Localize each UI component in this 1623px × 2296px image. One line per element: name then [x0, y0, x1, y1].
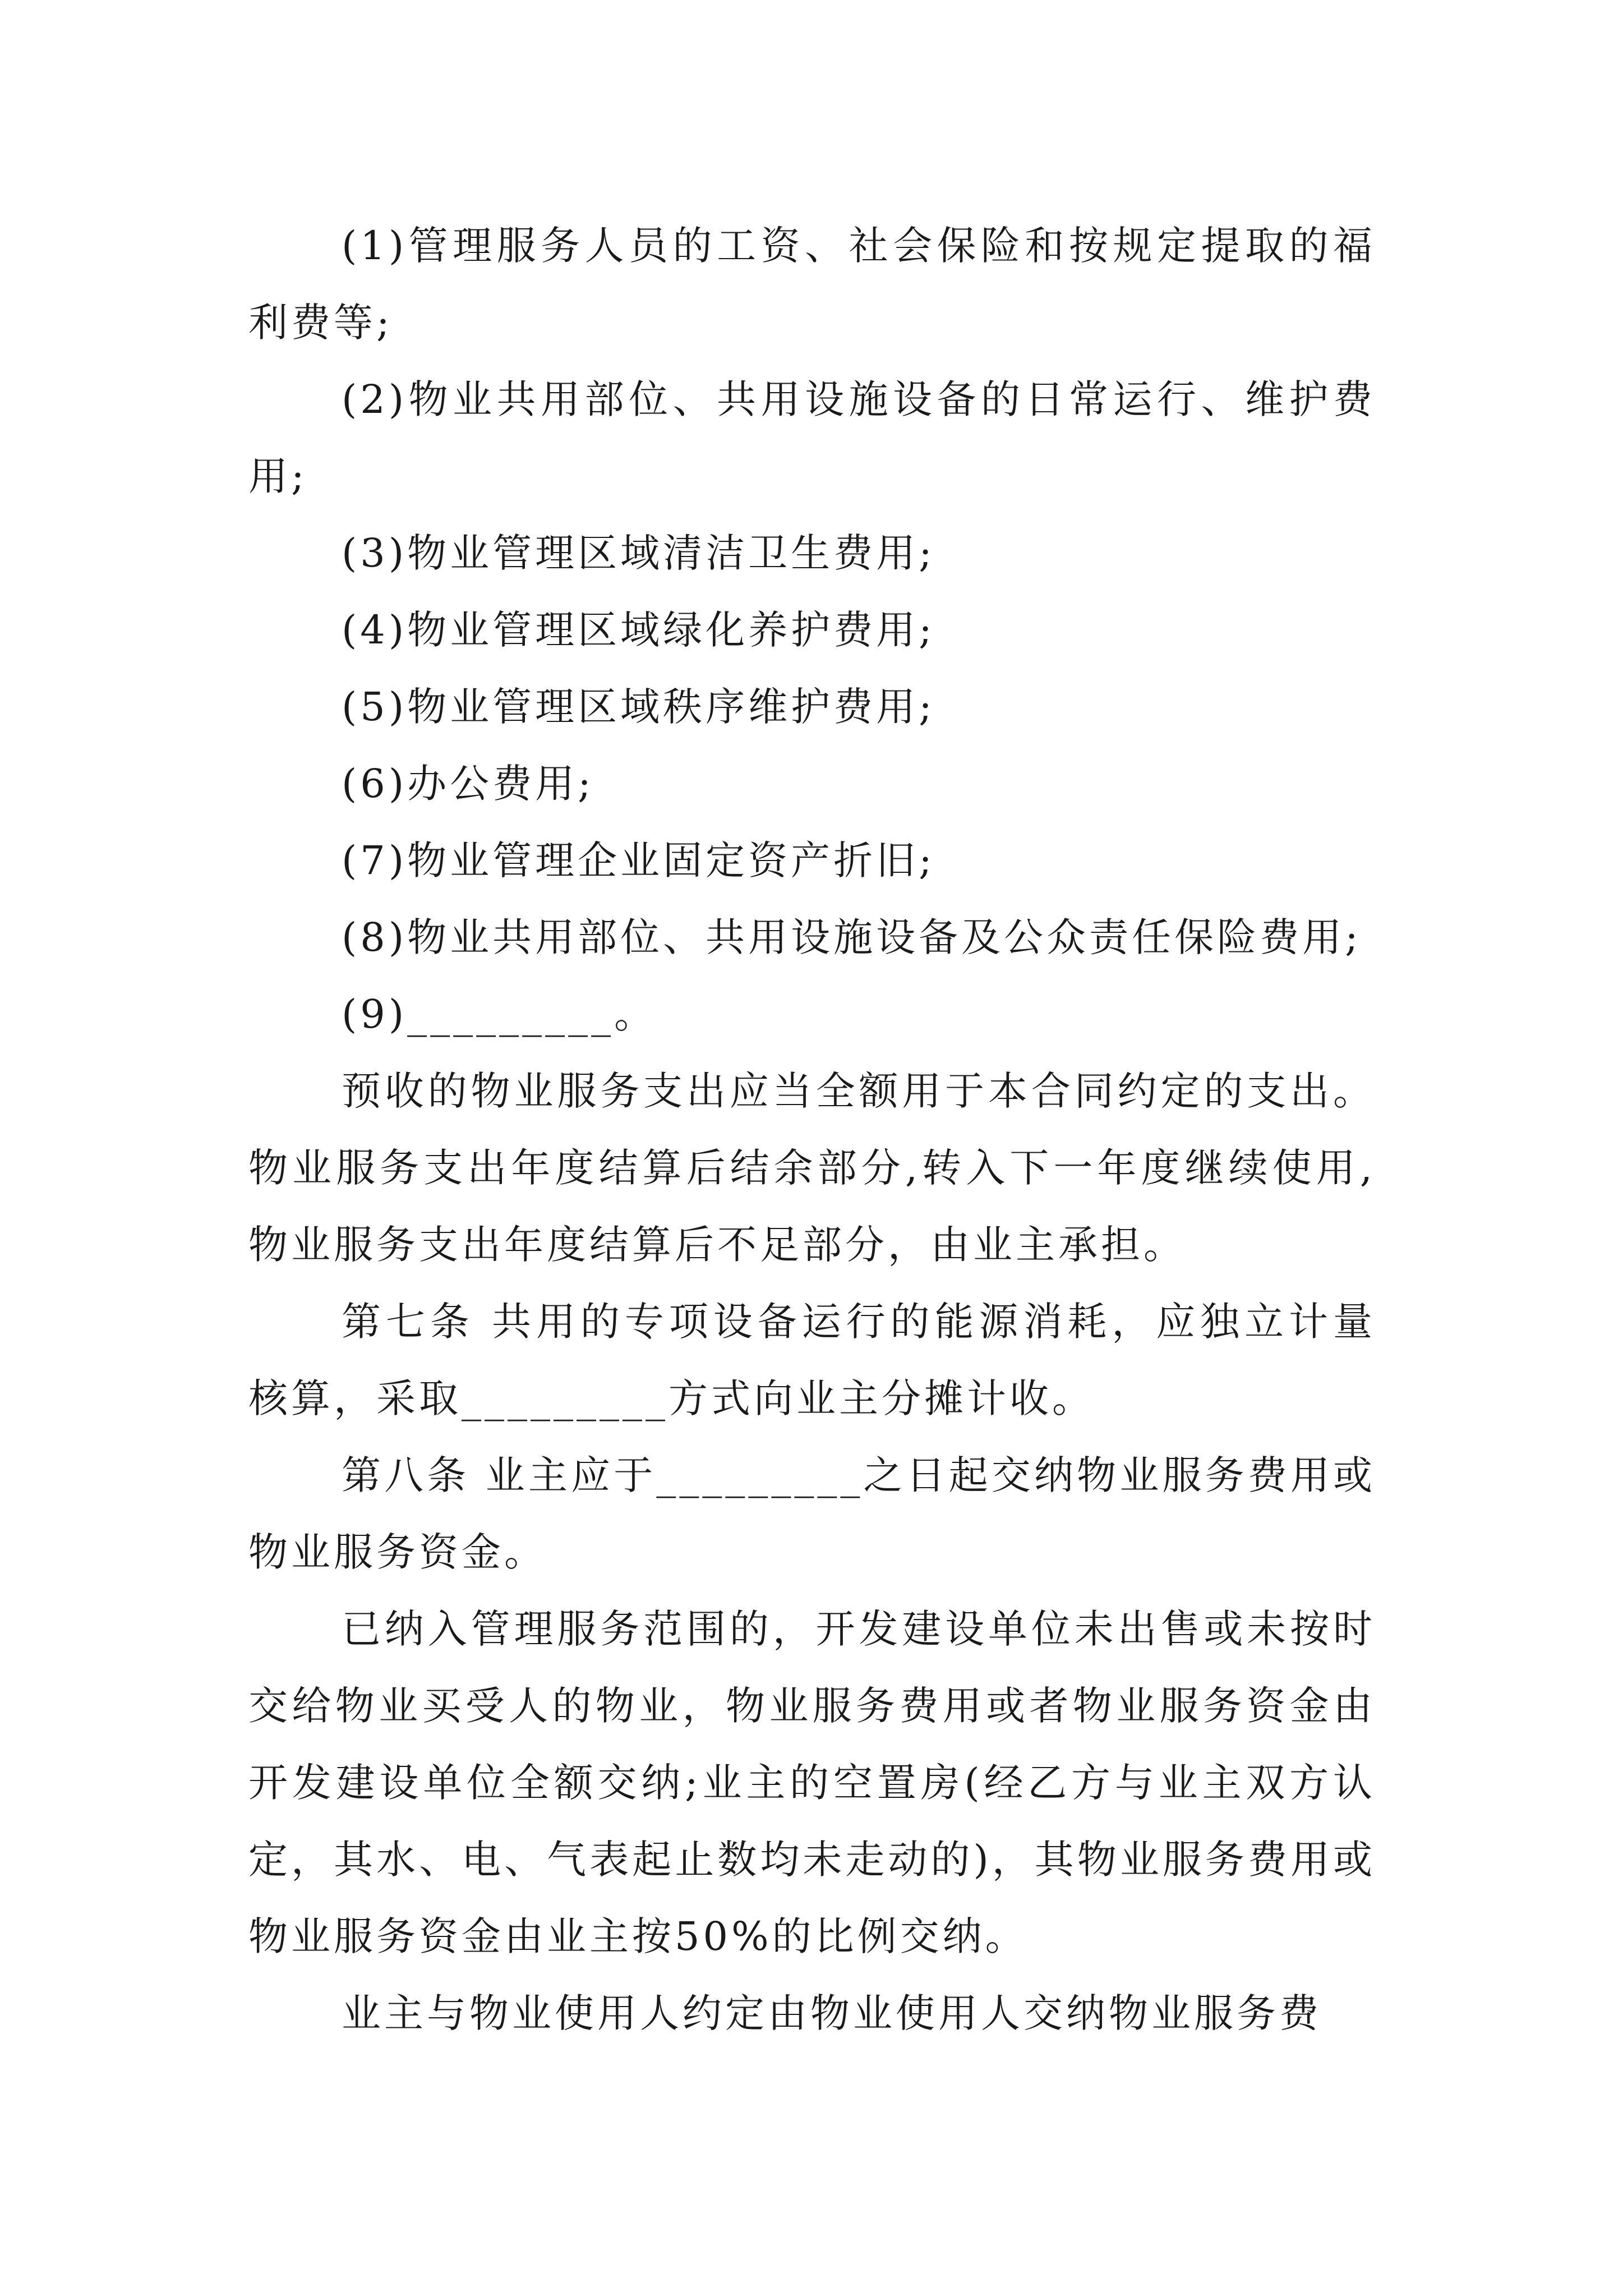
occupant-agreement-paragraph: 业主与物业使用人约定由物业使用人交纳物业服务费 [342, 1990, 1322, 2036]
clause-item-5: (5)物业管理区域秩序维护费用; [342, 684, 935, 730]
article-eight-paragraph: 第八条 业主应于_________之日起交纳物业服务费用或物业服务资金。 [248, 1452, 1376, 1575]
prepaid-expense-paragraph: 预收的物业服务支出应当全额用于本合同约定的支出。物业服务支出年度结算后结余部分,转入下一年度继续使用,物业服务支出年度结算后不足部分，由业主承担。 [248, 1068, 1376, 1268]
clause-item-6: (6)办公费用; [342, 761, 594, 807]
document-body [248, 208, 1376, 2052]
clause-item-3: (3)物业管理区域清洁卫生费用; [342, 530, 935, 576]
clause-item-9: (9)_________。 [342, 991, 657, 1037]
clause-item-2: (2)物业共用部位、共用设施设备的日常运行、维护费用; [248, 376, 1376, 499]
vacant-property-paragraph: 已纳入管理服务范围的，开发建设单位未出售或未按时交给物业买受人的物业，物业服务费用或者物业服务资金由开发建设单位全额交纳;业主的空置房(经乙方与业主双方认定，其水、电、气表起止数均未走动的)，其物业服务费用或物业服务资金由业主按50%的比例交纳。 [248, 1606, 1376, 1959]
clause-item-7: (7)物业管理企业固定资产折旧; [342, 838, 935, 884]
article-seven-paragraph: 第七条 共用的专项设备运行的能源消耗，应独立计量核算，采取_________方式向业主分摊计收。 [248, 1299, 1376, 1421]
clause-item-8: (8)物业共用部位、共用设施设备及公众责任保险费用; [342, 914, 1362, 960]
clause-item-1: (1)管理服务人员的工资、社会保险和按规定提取的福利费等; [248, 223, 1376, 346]
clause-item-4: (4)物业管理区域绿化养护费用; [342, 607, 935, 653]
